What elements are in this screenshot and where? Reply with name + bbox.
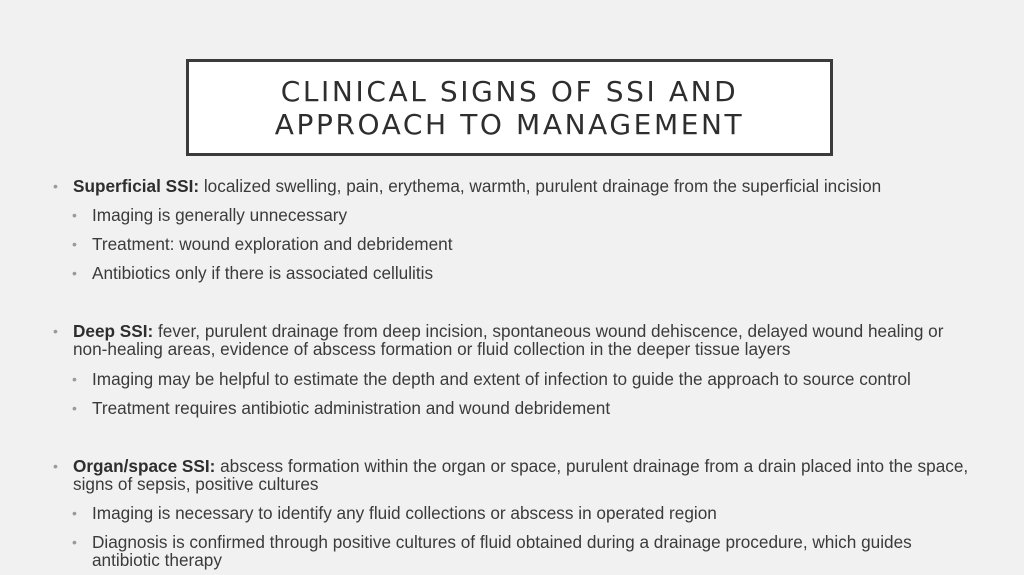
bullet-dot-icon: • — [53, 178, 58, 194]
bullet-dot-icon: • — [72, 236, 77, 252]
sub-bullet-text: Imaging is necessary to identify any fluid collections or abscess in operated region — [92, 503, 717, 523]
bullet-heading: Superficial SSI: — [73, 176, 200, 196]
sub-bullet — [72, 263, 977, 283]
bullet-dot-icon: • — [72, 505, 77, 521]
sub-bullet-text: Imaging is generally unnecessary — [92, 205, 348, 225]
bullet-dot-icon: • — [53, 323, 58, 339]
bullet-dot-icon: • — [72, 371, 77, 387]
sub-bullet-text: Diagnosis is confirmed through positive cultures of fluid obtained during a drainage procedure, which guides antibiotic therapy — [92, 532, 912, 570]
sub-bullet — [72, 503, 977, 523]
sub-bullet — [72, 234, 977, 254]
sub-bullet — [72, 369, 977, 389]
sub-bullet — [72, 532, 977, 570]
bullet-dot-icon: • — [72, 534, 77, 550]
bullet-text — [73, 177, 973, 195]
bullet-deep-ssi — [53, 321, 973, 359]
bullet-heading: Organ/space SSI: — [73, 456, 216, 476]
bullet-text — [73, 457, 973, 493]
bullet-description: fever, purulent drainage from deep incision, spontaneous wound dehiscence, delayed wound healing or non-healing areas, evidence of abscess formation or fluid collection in the deeper tissue layers — [73, 321, 944, 359]
sub-bullet — [72, 398, 977, 418]
bullet-heading: Deep SSI: — [73, 321, 154, 341]
bullet-description: abscess formation within the organ or space, purulent drainage from a drain placed into the space, signs of sepsis, positive cultures — [73, 456, 969, 494]
bullet-description: localized swelling, pain, erythema, warmth, purulent drainage from the superficial incision — [199, 176, 882, 196]
bullet-dot-icon: • — [72, 265, 77, 281]
bullet-dot-icon: • — [72, 400, 77, 416]
slide-title-line-1: CLINICAL SIGNS OF SSI AND — [280, 74, 739, 108]
slide-title-line-2: APPROACH TO MANAGEMENT — [274, 107, 745, 141]
sub-bullet-text: Treatment: wound exploration and debridement — [92, 234, 453, 254]
sub-bullet-text: Antibiotics only if there is associated cellulitis — [92, 263, 434, 283]
title-box — [186, 59, 833, 156]
sub-bullet-text: Treatment requires antibiotic administration and wound debridement — [92, 398, 611, 418]
bullet-dot-icon: • — [72, 207, 77, 223]
bullet-organ-space-ssi — [53, 456, 973, 494]
sub-bullet-text: Imaging may be helpful to estimate the depth and extent of infection to guide the approach to source control — [92, 369, 911, 389]
bullet-superficial-ssi — [53, 176, 973, 196]
sub-bullet — [72, 205, 977, 225]
bullet-text — [73, 322, 973, 358]
bullet-dot-icon: • — [53, 458, 58, 474]
